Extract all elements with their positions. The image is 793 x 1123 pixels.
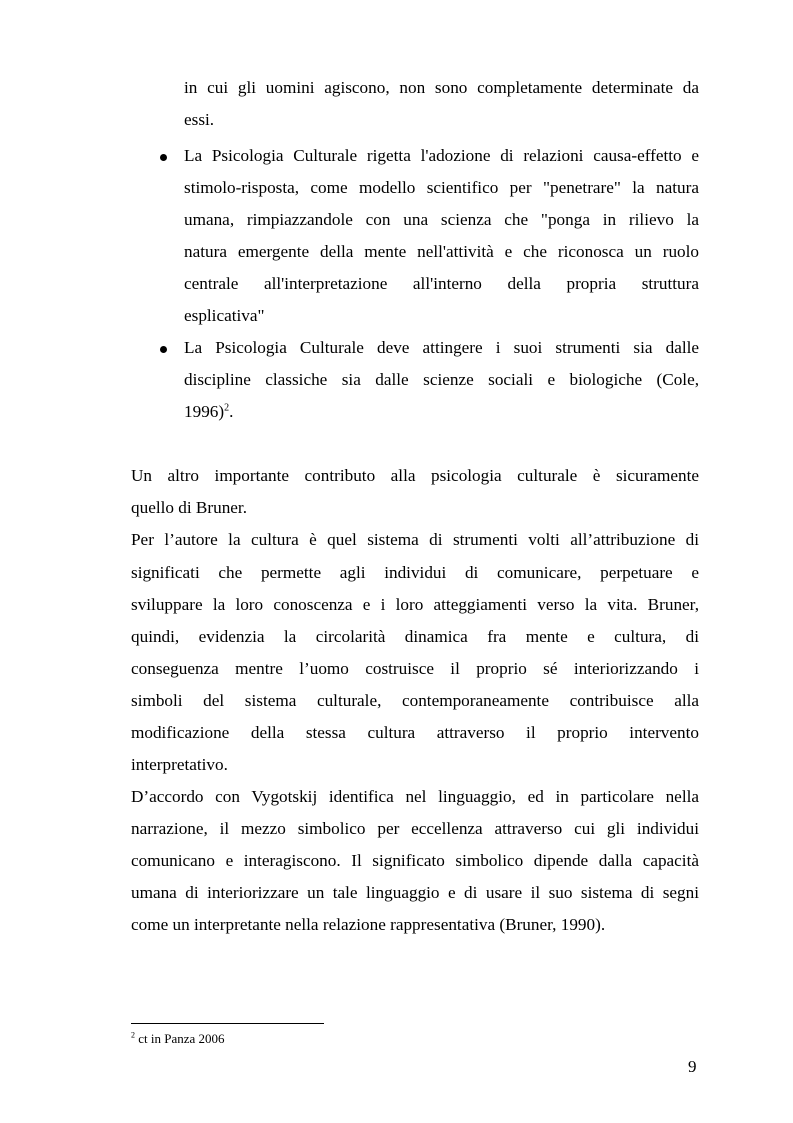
footnote-text: ct in Panza 2006 — [135, 1031, 225, 1046]
page-number: 9 — [688, 1057, 697, 1076]
end-punct: . — [229, 402, 234, 421]
bullet-2-line-4: natura emergente della mente nell'attività e che riconosca un ruolo — [184, 242, 699, 261]
bullet-icon — [160, 346, 167, 353]
paragraph-2-line-4: quindi, evidenzia la circolarità dinamica fra mente e cultura, di — [131, 627, 699, 646]
bullet-2-line-3: umana, rimpiazzandole con una scienza che "ponga in rilievo la — [184, 210, 699, 229]
paragraph-2-line-5: conseguenza mentre l’uomo costruisce il proprio sé interiorizzando i — [131, 659, 699, 678]
bullet-1-line-2: essi. — [184, 110, 215, 129]
citation-text: 1996) — [184, 402, 225, 421]
bullet-2-line-6: esplicativa" — [184, 306, 265, 325]
bullet-3-line-1: La Psicologia Culturale deve attingere i suoi strumenti sia dalle — [184, 338, 699, 357]
paragraph-3-line-4: umana di interiorizzare un tale linguaggio e di usare il suo sistema di segni — [131, 883, 699, 902]
paragraph-1-line-1: Un altro importante contributo alla psicologia culturale è sicuramente — [131, 466, 699, 485]
paragraph-2-line-7: modificazione della stessa cultura attraverso il proprio intervento — [131, 723, 699, 742]
bullet-3-line-3 — [184, 402, 233, 422]
footnote-divider — [131, 1023, 324, 1024]
bullet-3-line-2: discipline classiche sia dalle scienze sociali e biologiche (Cole, — [184, 370, 699, 389]
paragraph-1-line-2: quello di Bruner. — [131, 498, 247, 517]
bullet-1-line-1: in cui gli uomini agiscono, non sono completamente determinate da — [184, 78, 699, 97]
paragraph-2-line-6: simboli del sistema culturale, contemporaneamente contribuisce alla — [131, 691, 699, 710]
paragraph-3-line-5: come un interpretante nella relazione rappresentativa (Bruner, 1990). — [131, 915, 606, 934]
footnote-marker: 2 — [131, 1030, 135, 1040]
paragraph-3-line-3: comunicano e interagiscono. Il significato simbolico dipende dalla capacità — [131, 851, 699, 870]
paragraph-2-line-8: interpretativo. — [131, 755, 228, 774]
bullet-2-line-5: centrale all'interpretazione all'interno della propria struttura — [184, 274, 699, 293]
footnote — [131, 1031, 225, 1047]
footnote-ref[interactable]: 2 — [224, 402, 230, 414]
bullet-2-line-1: La Psicologia Culturale rigetta l'adozione di relazioni causa-effetto e — [184, 146, 699, 165]
paragraph-2-line-3: sviluppare la loro conoscenza e i loro atteggiamenti verso la vita. Bruner, — [131, 595, 699, 614]
paragraph-3-line-1: D’accordo con Vygotskij identifica nel linguaggio, ed in particolare nella — [131, 787, 699, 806]
bullet-2-line-2: stimolo-risposta, come modello scientifico per "penetrare" la natura — [184, 178, 699, 197]
bullet-icon — [160, 154, 167, 161]
paragraph-3-line-2: narrazione, il mezzo simbolico per eccellenza attraverso cui gli individui — [131, 819, 699, 838]
paragraph-2-line-2: significati che permette agli individui di comunicare, perpetuare e — [131, 563, 699, 582]
paragraph-2-line-1: Per l’autore la cultura è quel sistema di strumenti volti all’attribuzione di — [131, 530, 699, 549]
